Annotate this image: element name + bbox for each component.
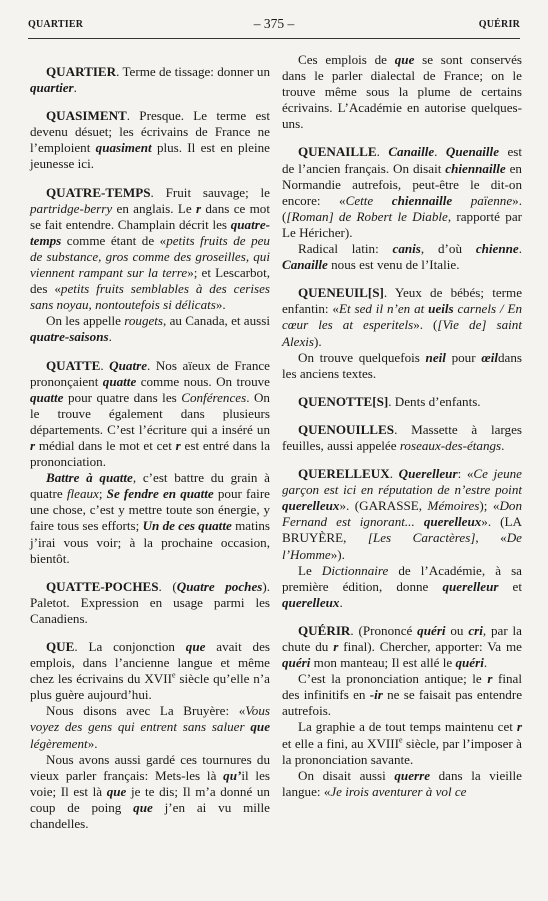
cited-word: r [195,200,202,216]
entry-paragraph [30,703,270,751]
text-run: , au Canada, et aussi [163,313,270,329]
text-run: ». (LA BRUYÈRE, [282,514,522,546]
italic-text: petits fruits semblables à des cerises sans noyau, nontoutefois si délicats [30,281,270,313]
entry-paragraph [30,470,270,567]
superscript: e [399,735,403,745]
text-run: . [518,241,523,257]
text-run: , d’où [420,241,476,257]
header-rule [28,38,520,39]
entry-paragraph [282,52,522,132]
cited-word: neil [425,349,446,365]
cited-word: chiennaille [445,160,506,176]
text-run: . Presque. Le terme est devenu désuet; les écrivains de France ne l’emploient [30,108,270,156]
text-run: . (Prononcé [350,622,418,638]
text-run: On disait aussi [298,767,395,783]
text-run: avait des emplois, dans l’ancienne langue et même chez les écrivains du XVII [30,639,270,687]
cited-word: que [394,52,415,67]
headword: QUENAILLE [298,144,377,160]
italic-text: Dictionnaire [321,562,389,578]
text-run: pour quatre dans les [63,389,182,405]
cited-word: Quenaille [445,144,500,160]
cited-word: cri [468,622,483,638]
headword: QUATTE [46,357,101,373]
text-run: C’est la prononciation antique; le [298,671,488,687]
cited-word: Quatre [109,357,148,373]
headword: QUASIMENT [46,108,127,124]
text-run: . [434,144,446,160]
text-run: siècle, par l’imposer à la prononciation savante. [282,735,522,767]
dictionary-entry [282,394,522,410]
cited-word: quéri [417,622,446,638]
cited-word: quatte [30,389,64,405]
italic-text: Et sed il n’en at [338,301,429,317]
italic-text: fleaux [66,486,99,502]
text-run: La graphie a de tout temps maintenu cet [298,719,517,735]
italic-text: carnels / En cœur les at esperitels [282,301,522,333]
text-run: ». [215,297,226,313]
text-run: dans la vieille langue: « [282,767,522,799]
cited-word: que [185,639,206,654]
cited-word: quéri [455,655,484,671]
cited-word: quartier [30,80,74,96]
text-run: ; [98,486,107,502]
cited-word: ueils [428,301,454,317]
headword: QUENEUIL[S] [298,285,384,301]
italic-text: Cette [345,192,392,208]
text-run: ). [314,333,322,349]
cited-word: chiennaille [391,192,453,208]
cited-word: que [250,719,270,735]
italic-text: rougets [124,313,164,329]
cited-word: r [333,639,339,654]
dictionary-entry [282,623,522,671]
text-run: . Dents d’enfants. [388,393,481,409]
text-run: est de l’ancien français. On disait [282,144,523,176]
dictionary-entry [30,185,270,314]
italic-text: [Roman] de Robert le Diable [286,208,448,224]
text-run: ); « [479,498,500,514]
cited-word: quasiment [95,140,152,156]
entry-paragraph [30,313,270,345]
cited-word: œil [481,349,498,365]
text-run: il les voie; Il est là [30,767,270,799]
cited-word: Quatre poches [176,578,263,594]
headword: QUARTIER [46,64,117,79]
text-run: , par la chute du [282,622,522,654]
entry-paragraph [282,241,522,273]
text-run: j’en ai vu mille chandelles. [30,799,270,832]
cited-word: Canaille [282,257,328,273]
text-run: . Yeux de bébés; terme enfantin: « [282,285,522,317]
text-run: mon manteau; Il est allé le [310,655,456,671]
italic-text: Conférences [181,389,247,405]
entry-paragraph [30,752,270,832]
text-run: pour [445,349,482,365]
text-run: en Normandie autrefois, peut-être le dit-on encore: « [282,160,522,208]
italic-text: petits fruits de peu de substance, gros comme des groseilles, qui viennent rampant sur la terre [30,232,270,281]
dictionary-entry [30,579,270,627]
text-run: ». ( [413,317,438,333]
cited-word: Un de ces quatte [142,518,232,534]
cited-word: qu’ [223,767,242,783]
header-first-word: QUARTIER [28,19,84,30]
text-run: . [376,144,389,160]
cited-word: que [133,799,153,815]
text-run: dans les anciens textes. [282,349,522,381]
cited-word: canis [392,241,421,257]
text-run: , « [475,530,507,546]
cited-word: que [106,783,127,799]
cited-word: querelleux [282,594,340,610]
italic-text: De l’Homme [282,530,522,562]
text-run: comme étant de « [61,232,167,248]
entry-paragraph [282,671,522,719]
cited-word: quatte [102,373,137,389]
cited-word: querelleux [423,514,482,530]
headword: QUENOTTE[S] [298,393,389,409]
italic-text: Ce jeune garçon est ici en réputation de n’estre point [282,466,522,498]
header-last-word: QUÉRIR [478,19,520,30]
text-run: se sont conservés dans le parler dialectal de France; on le trouve même sous la plume de certains écrivains. L’Académie en autorise quelques-uns. [282,52,523,132]
text-run: , rapporté par Le Héricher). [282,208,522,240]
text-run: nous est venu de l’Italie. [327,257,460,273]
italic-text: [Vie de] saint Alexis [282,317,522,349]
headword: QUENOUILLES [298,421,395,437]
text-run: comme nous. On trouve [136,373,270,389]
dictionary-entry [282,285,522,349]
text-run: . [389,466,399,482]
headword: QUÉRIR [298,622,351,638]
text-run: matins j’irai vous voir; à la prochaine occasion, bientôt. [30,518,270,566]
dictionary-entry [282,466,522,563]
cited-word: r [175,437,181,453]
text-run: ou [445,622,469,638]
page-number: – 375 – [253,16,295,31]
cited-word: Canaille [388,144,435,160]
text-run: Nous avons aussi gardé ces tournures du vieux parler français: Mets-les là [30,751,270,783]
cited-word: r [516,719,522,735]
entry-paragraph [282,768,522,800]
text-run: . [100,357,110,373]
text-run: final des infinitifs en [282,671,522,703]
italic-text: Vous voyez des gens qui entrent sans saluer [30,703,270,735]
cited-word: r [487,671,493,687]
entry-paragraph [282,563,522,611]
dictionary-entry [30,639,270,703]
text-run: Le [298,562,322,578]
cited-word: chienne [475,241,519,257]
text-run: »; et Lescarbot, des « [30,265,270,297]
text-run: . Nos aïeux de France prononçaient [30,357,270,389]
text-run: . [108,329,112,345]
text-run: et elle a fini, au XVIII [282,735,400,751]
cited-word: Battre à quatte [46,470,133,486]
text-run: final). Chercher, apporter: Va me [338,639,522,654]
text-run: plus. Il est en pleine jeunesse ici. [30,140,270,172]
text-run: »). [330,546,345,562]
left-column [30,52,270,832]
text-run: ne se faisait pas entendre autrefois. [282,687,523,719]
cited-word: quatre-saisons [30,329,109,345]
text-run: . Massette à larges feuilles, aussi appelée [282,421,522,453]
text-run: dans ce mot se fait entendre. Champlain décrit les [30,200,270,232]
text-run: Radical latin: [298,241,393,257]
text-run: . [73,80,77,96]
text-run: . [339,594,343,610]
text-run: . La conjonction [74,639,186,654]
cited-word: querelleux [282,498,340,514]
text-run: . Fruit sauvage; le [150,184,270,200]
italic-text: roseaux-des-étangs [399,437,502,453]
text-run: ). Paletot. Expression en usage parmi les Canadiens. [30,578,270,626]
right-column [282,52,522,800]
text-run: pour faire une chose, c’est y mettre toute son énergie, y faire tous ses efforts; [30,486,270,534]
headword: QUE [46,639,75,654]
cited-word: r [30,437,36,453]
italic-text: légèrement [30,735,88,751]
superscript: e [171,670,176,680]
entry-paragraph [282,719,522,767]
italic-text: Don Fernand est ignorant... [282,498,522,530]
text-run: ». (GARASSE, [339,498,428,514]
text-run: . [483,655,488,671]
cited-word: querre [394,767,431,783]
text-run: médial dans le mot et cet [35,437,176,453]
text-run: , c’est battre du grain à quatre [30,470,270,502]
text-run: en anglais. Le [112,200,196,216]
dictionary-entry [282,422,522,454]
dictionary-entry [30,64,270,96]
cited-word: quatre-temps [30,216,270,248]
text-run: . [501,437,505,453]
text-run: . On le trouve également dans plusieurs départements. C’est l’écriture qui a inséré un [30,389,270,437]
text-run: ». [87,735,98,751]
text-run: . Terme de tissage: donner un [116,64,270,79]
cited-word: Querelleur [398,466,458,482]
text-run: et [498,578,522,594]
cited-word: -ir [369,687,383,703]
text-run: siècle qu’elle n’a plus guère aujourd’hui. [30,671,270,703]
headword: QUERELLEUX [298,466,390,482]
dictionary-entry [282,144,522,241]
headword: QUATRE-TEMPS [46,184,151,200]
headword: QUATTE-POCHES [46,578,159,594]
entry-paragraph [282,350,522,382]
text-run: ». ( [282,192,522,224]
text-run: On les appelle [46,313,125,329]
dictionary-entry [30,108,270,172]
text-run: Ces emplois de [298,52,395,67]
cited-word: quéri [282,655,311,671]
italic-text: [Les Caractères] [367,530,476,546]
italic-text: partridge-berry [30,200,113,216]
text-run: : « [457,466,474,482]
text-run: Nous disons avec La Bruyère: « [46,703,246,719]
text-run: On trouve quelquefois [298,349,426,365]
cited-word: Se fendre en quatte [106,486,214,502]
dictionary-entry [30,358,270,471]
italic-text: Mémoires [427,498,480,514]
italic-text: Je irois aventurer à vol ce [330,783,467,799]
italic-text: païenne [452,192,513,208]
cited-word: querelleur [442,578,499,594]
text-run: de l’Académie, à sa première édition, donne [282,562,522,594]
text-run: je te dis; Il m’a donné un coup de poing [30,783,270,815]
running-header [28,14,520,36]
text-run: est entré dans la prononciation. [30,437,271,470]
text-run: . ( [158,578,177,594]
